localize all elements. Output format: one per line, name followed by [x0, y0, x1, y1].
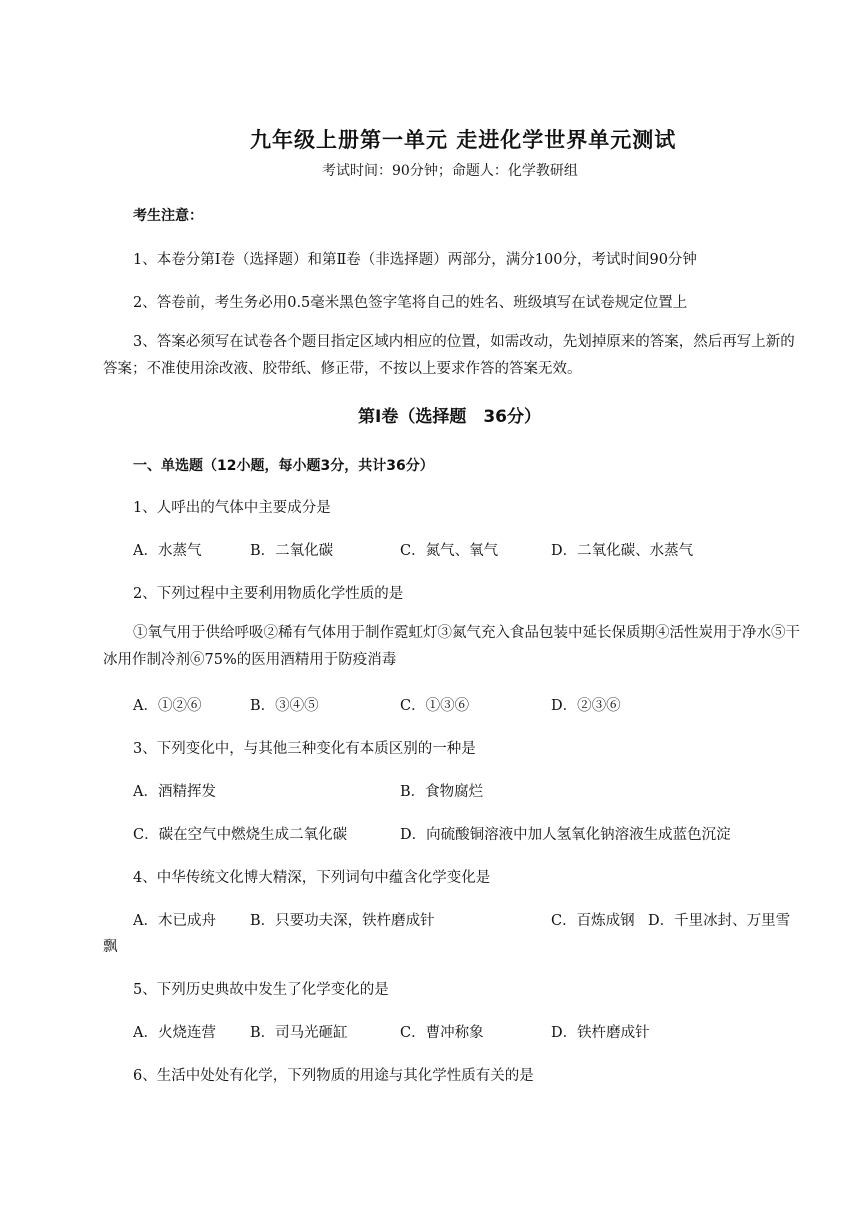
question-5-option-d: D．铁杵磨成针 [551, 1025, 650, 1041]
question-1-option-a: A．水蒸气 [133, 543, 202, 559]
notice-item-3: 3、答案必须写在试卷各个题目指定区域内相应的位置，如需改动，先划掉原来的答案，然后再写上新的答案；不准使用涂改液、胶带纸、修正带，不按以上要求作答的答案无效。 [103, 334, 795, 377]
question-3-stem: 3、下列变化中，与其他三种变化有本质区别的一种是 [133, 741, 476, 757]
question-3-option-a: A．酒精挥发 [133, 784, 216, 800]
section-title: 第Ⅰ卷（选择题 36分） [358, 407, 541, 427]
question-1-stem: 1、人呼出的气体中主要成分是 [133, 500, 331, 516]
question-4-option-d: D．千里冰封、万里雪 [648, 913, 791, 929]
question-5-option-a: A．火烧连营 [133, 1025, 216, 1041]
exam-title: 九年级上册第一单元 走进化学世界单元测试 [250, 128, 677, 152]
question-4-option-d-wrap: 飘 [103, 939, 118, 955]
notice-item-1: 1、本卷分第Ⅰ卷（选择题）和第Ⅱ卷（非选择题）两部分，满分100分，考试时间90分钟 [133, 252, 697, 268]
part-title: 一、单选题（12小题，每小题3分，共计36分） [133, 458, 434, 474]
question-3-option-d: D．向硫酸铜溶液中加人氢氧化钠溶液生成蓝色沉淀 [400, 827, 731, 843]
question-4-option-b: B．只要功夫深，铁杵磨成针 [250, 913, 435, 929]
question-3-option-c: C．碳在空气中燃烧生成二氧化碳 [133, 827, 348, 843]
question-2-option-d: D．②③⑥ [551, 698, 621, 714]
question-4-option-c: C．百炼成钢 [551, 913, 635, 929]
question-2-option-a: A．①②⑥ [133, 698, 202, 714]
question-3-option-b: B．食物腐烂 [400, 784, 484, 800]
notice-heading: 考生注意： [133, 208, 203, 224]
question-2-option-b: B．③④⑤ [250, 698, 319, 714]
question-5-option-c: C．曹冲称象 [400, 1025, 484, 1041]
question-2-detail: ①氧气用于供给呼吸②稀有气体用于制作霓虹灯③氮气充入食品包装中延长保质期④活性炭用于净水⑤干冰用作制冷剂⑥75%的医用酒精用于防疫消毒 [103, 625, 800, 668]
question-4-option-a: A．木已成舟 [133, 913, 216, 929]
question-6-stem: 6、生活中处处有化学，下列物质的用途与其化学性质有关的是 [133, 1068, 534, 1084]
question-1-option-c: C．氮气、氧气 [400, 543, 499, 559]
question-5-option-b: B．司马光砸缸 [250, 1025, 348, 1041]
question-5-stem: 5、下列历史典故中发生了化学变化的是 [133, 982, 389, 998]
question-1-option-d: D．二氧化碳、水蒸气 [551, 543, 694, 559]
question-4-stem: 4、中华传统文化博大精深，下列词句中蕴含化学变化是 [133, 870, 491, 886]
question-2-option-c: C．①③⑥ [400, 698, 470, 714]
notice-item-2: 2、答卷前，考生务必用0.5毫米黑色签字笔将自己的姓名、班级填写在试卷规定位置上 [133, 295, 688, 311]
question-1-option-b: B．二氧化碳 [250, 543, 334, 559]
question-2-stem: 2、下列过程中主要利用物质化学性质的是 [133, 586, 404, 602]
exam-subtitle: 考试时间：90分钟；命题人：化学教研组 [322, 163, 578, 179]
